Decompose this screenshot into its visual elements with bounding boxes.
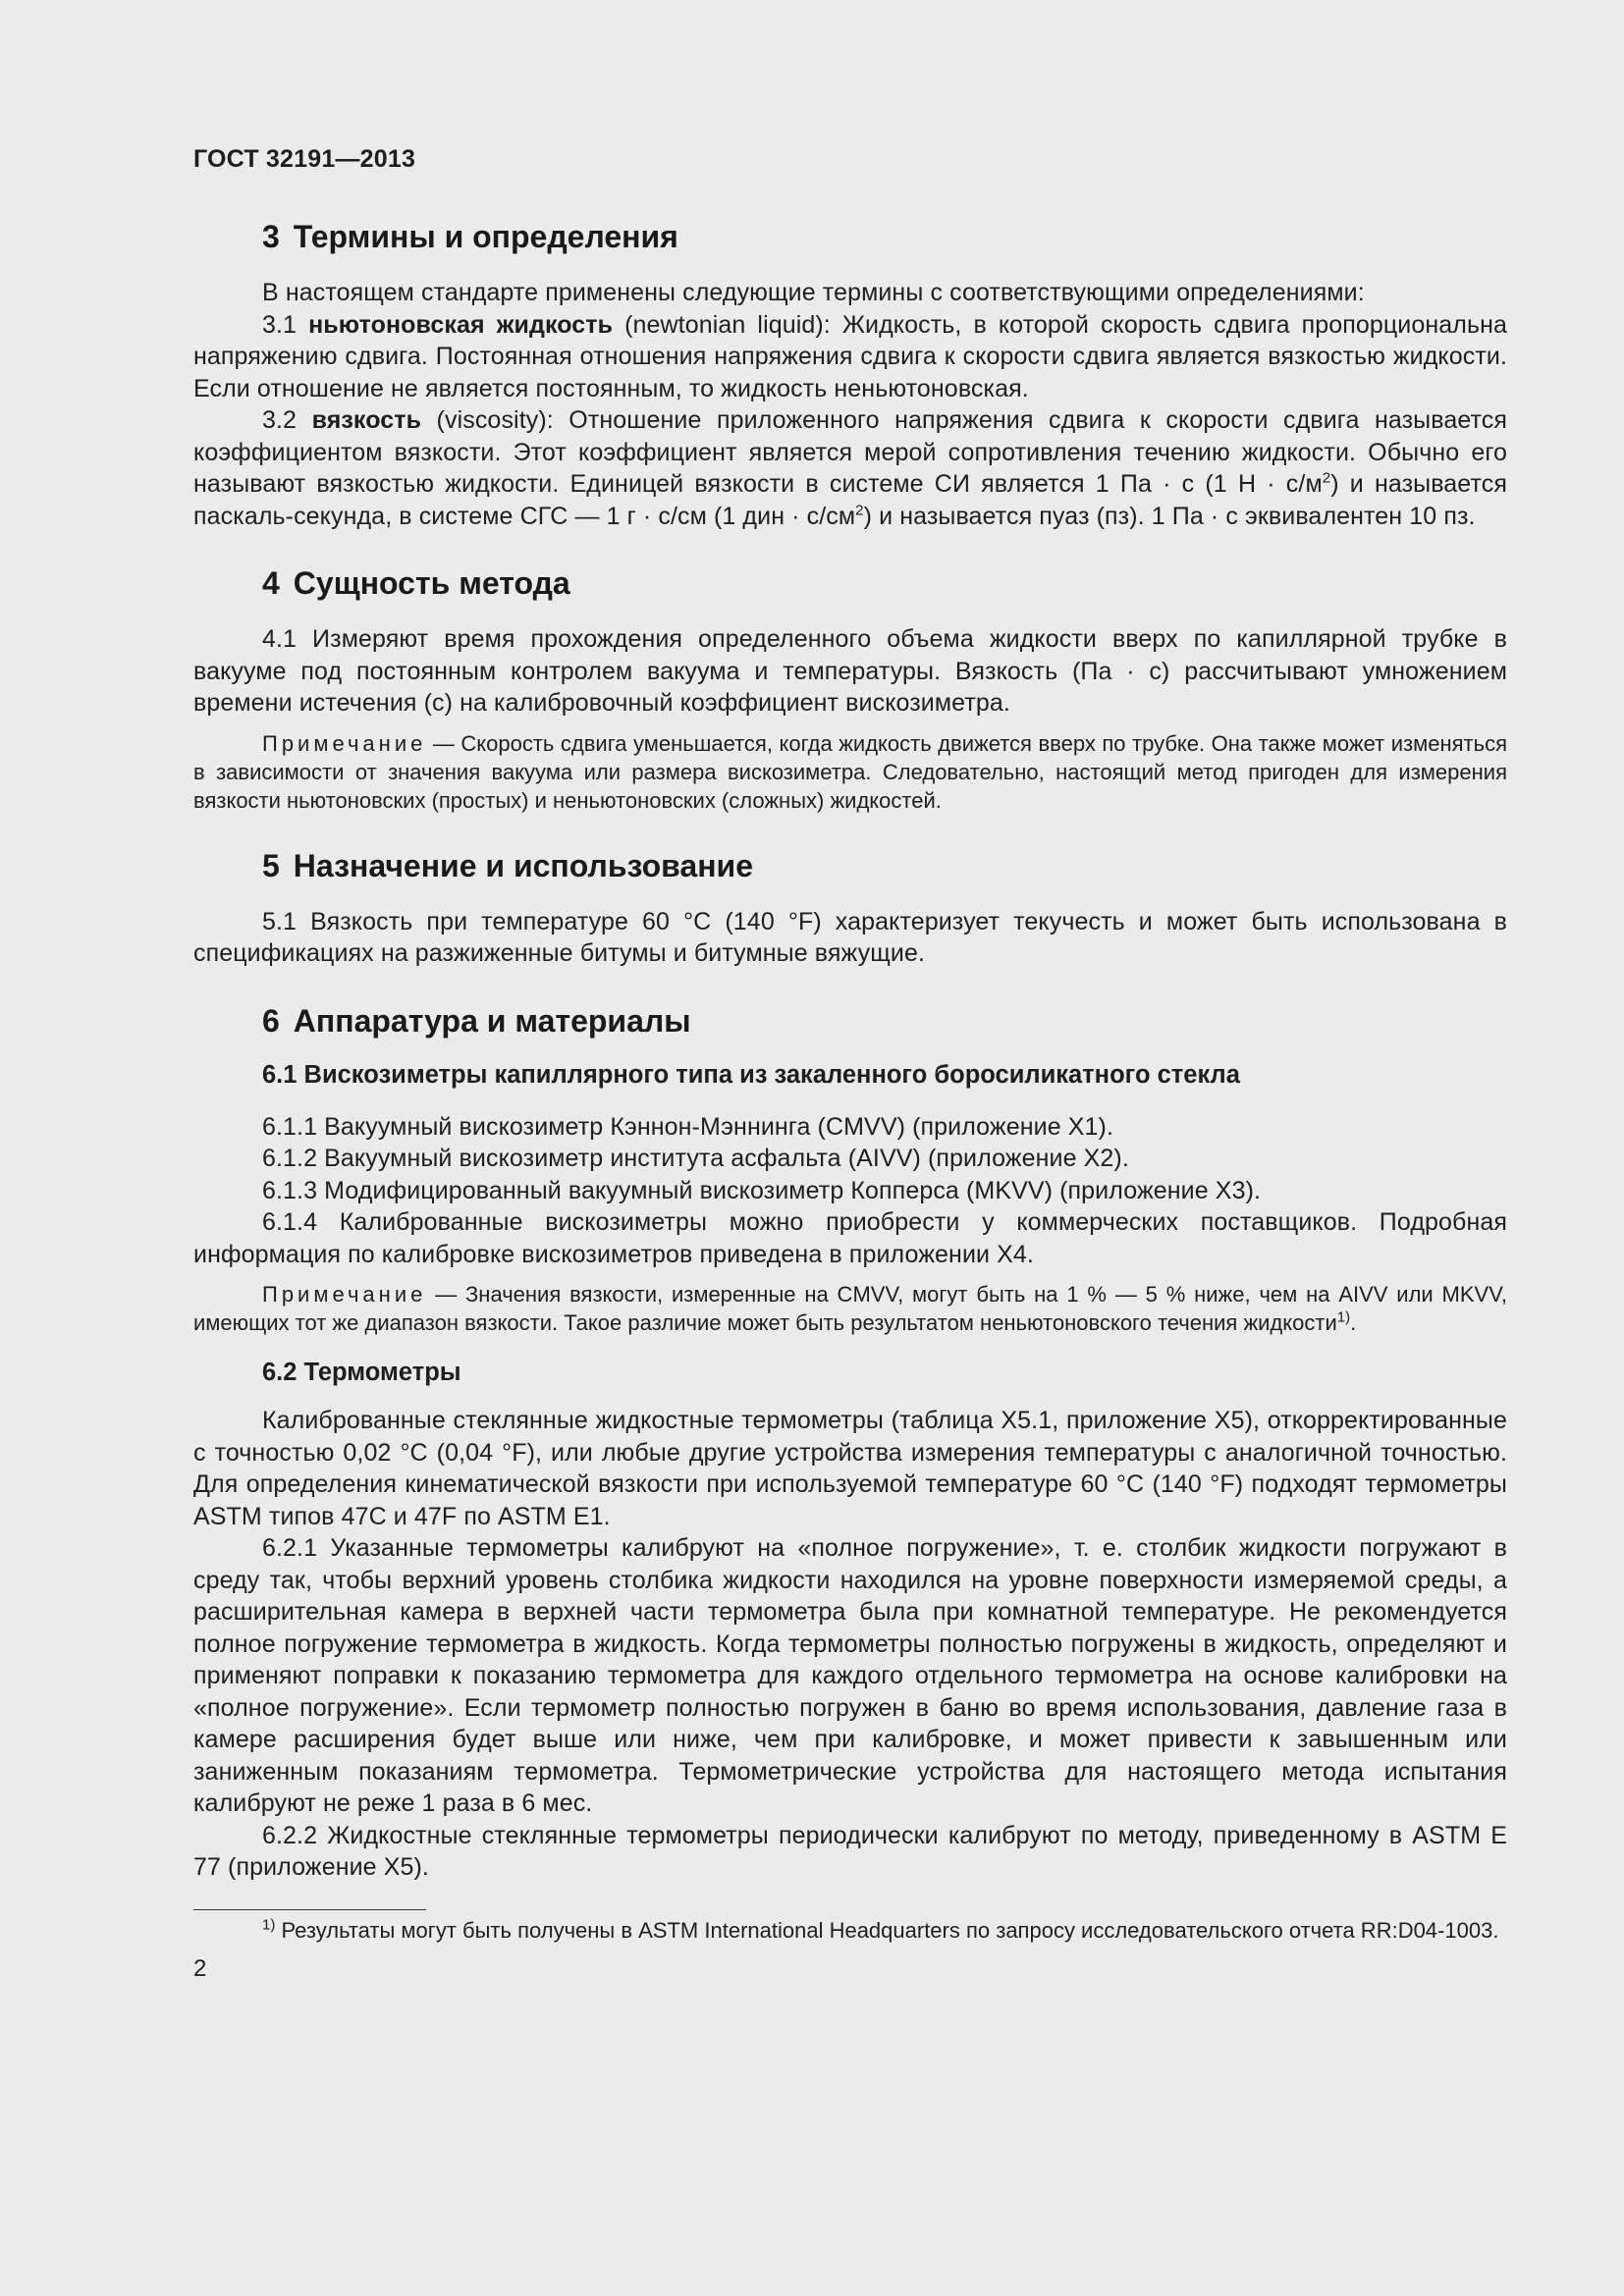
footnote-reference: 1) <box>1336 1308 1351 1326</box>
term-number: 3.1 <box>262 310 298 339</box>
note-text: — Значения вязкости, измеренные на CMVV, могут быть на 1 % — 5 % ниже, чем на AIVV или MKVV, имеющих тот же диапазон вязкости. Такое различие может быть результатом неньютоновского течения жидкости <box>193 1282 1507 1335</box>
footnote-text: Результаты могут быть получены в ASTM International Headquarters по запросу исследовательского отчета RR:D04-1003. <box>275 1917 1499 1943</box>
superscript: 2 <box>855 502 864 519</box>
subsection-6-1-heading: 6.1 Вискозиметры капиллярного типа из закаленного боросиликатного стекла <box>262 1060 1240 1089</box>
list-item-6-1-1: 6.1.1 Вакуумный вискозиметр Кэннон-Мэннинга (CMVV) (приложение Х1). <box>262 1112 1113 1141</box>
footnote-divider <box>193 1909 426 1910</box>
footnote <box>193 1916 1507 1946</box>
section-4-heading <box>193 565 1507 602</box>
note-6-1 <box>193 1280 1507 1337</box>
section-5-heading <box>193 848 1507 884</box>
term-definition: (newtonian liquid): Жидкость, в которой скорость сдвига пропорциональна напряжению сдвига. Постоянная отношения напряжения сдвига к скорости сдвига является вязкостью жидкости. Если отношение не является постоянным, то жидкость неньютоновская. <box>193 310 1507 402</box>
section-number: 6 <box>262 1002 280 1039</box>
document-page <box>193 145 1507 1983</box>
term-definition-cont: ) и называется паскаль-секунда, в системе СГС — 1 г · с/см (1 дин · с/см <box>193 470 1507 530</box>
note-label: Примечание <box>262 1282 427 1307</box>
term-name: ньютоновская жидкость <box>308 310 614 339</box>
note-text: — Скорость сдвига уменьшается, когда жидкость движется вверх по трубке. Она также может изменяться в зависимости от значения вакуума или размера вискозиметра. Следовательно, настоящий метод пригоден для измерения вязкости ньютоновских (простых) и неньютоновских (сложных) жидкостей. <box>193 730 1507 813</box>
paragraph-6-2-1: 6.2.1 Указанные термометры калибруют на «полное погружение», т. е. столбик жидкости погружают в среду так, чтобы верхний уровень столбика жидкости находился на уровне поверхности измеряемой среды, а расширительная камера в верхней части термометра была при комнатной температуре. Не рекомендуется полное погружение термометра в жидкость. Когда термометры полностью погружены в жидкость, определяют и применяют поправки к показанию термометра для каждого отдельного термометра на основе калибровки на «полное погружение». Если термометр полностью погружен в баню во время использования, давление газа в камере расширения будет выше или ниже, чем при калибровке, и может привести к завышенным или заниженным показаниям термометра. Термометрические устройства для настоящего метода испытания калибруют не реже 1 раза в 6 мес. <box>193 1534 1507 1817</box>
subsection-6-2-heading: 6.2 Термометры <box>262 1359 461 1386</box>
section-number: 4 <box>262 565 280 601</box>
section-title: Назначение и использование <box>293 847 753 883</box>
paragraph-4-1: 4.1 Измеряют время прохождения определенного объема жидкости вверх по капиллярной трубке в вакууме под постоянным контролем вакуума и температуры. Вязкость (Па · с) рассчитывают умножением времени истечения (с) на калибровочный коэффициент вискозиметра. <box>193 625 1507 717</box>
note-4 <box>193 729 1507 815</box>
term-3-2 <box>193 404 1507 532</box>
term-definition: (viscosity): Отношение приложенного напряжения сдвига к скорости сдвига называется коэффициентом вязкости. Этот коэффициент является мерой сопротивления течению жидкости. Обычно его называют вязкостью жидкости. Единицей вязкости в системе СИ является 1 Па · с (1 Н · с/м <box>193 406 1508 498</box>
page-number: 2 <box>193 1954 207 1982</box>
list-item-6-1-4: 6.1.4 Калиброванные вискозиметры можно приобрести у коммерческих поставщиков. Подробная информация по калибровке вискозиметров приведена в приложении Х4. <box>193 1208 1507 1268</box>
footnote-mark: 1) <box>262 1916 276 1934</box>
term-3-1 <box>193 309 1507 405</box>
paragraph-5-1: 5.1 Вязкость при температуре 60 °С (140 °F) характеризует текучесть и может быть использована в спецификациях на разжиженные битумы и битумные вяжущие. <box>193 907 1507 967</box>
document-code: ГОСТ 32191—2013 <box>193 145 416 173</box>
list-item-6-1-3: 6.1.3 Модифицированный вакуумный вискозиметр Копперса (MKVV) (приложение Х3). <box>262 1176 1262 1204</box>
section-title: Термины и определения <box>293 219 678 254</box>
section-3-intro: В настоящем стандарте применены следующие термины с соответствующими определениями: <box>262 279 1365 306</box>
section-number: 3 <box>262 219 280 254</box>
term-name: вязкость <box>311 406 422 434</box>
term-number: 3.2 <box>262 406 298 434</box>
section-6-heading <box>193 1003 1507 1040</box>
paragraph-6-2: Калиброванные стеклянные жидкостные термометры (таблица Х5.1, приложение Х5), откорректированные с точностью 0,02 °С (0,04 °F), или любые другие устройства измерения температуры с аналогичной точностью. Для определения кинематической вязкости при используемой температуре 60 °С (140 °F) подходят термометры ASTM типов 47C и 47F по ASTM E1. <box>193 1407 1507 1530</box>
list-item-6-1-2: 6.1.2 Вакуумный вискозиметр института асфальта (AIVV) (приложение Х2). <box>262 1145 1129 1172</box>
section-title: Аппаратура и материалы <box>293 1002 691 1039</box>
section-number: 5 <box>262 847 280 883</box>
superscript: 2 <box>1322 469 1331 487</box>
term-definition-end: ) и называется пуаз (пз). 1 Па · с эквивалентен 10 пз. <box>863 502 1476 530</box>
note-label: Примечание <box>262 730 427 756</box>
paragraph-6-2-2: 6.2.2 Жидкостные стеклянные термометры периодически калибруют по методу, приведенному в ASTM E 77 (приложение Х5). <box>193 1821 1507 1881</box>
section-3-heading <box>193 219 1507 255</box>
section-title: Сущность метода <box>293 565 570 601</box>
note-end: . <box>1350 1310 1357 1335</box>
